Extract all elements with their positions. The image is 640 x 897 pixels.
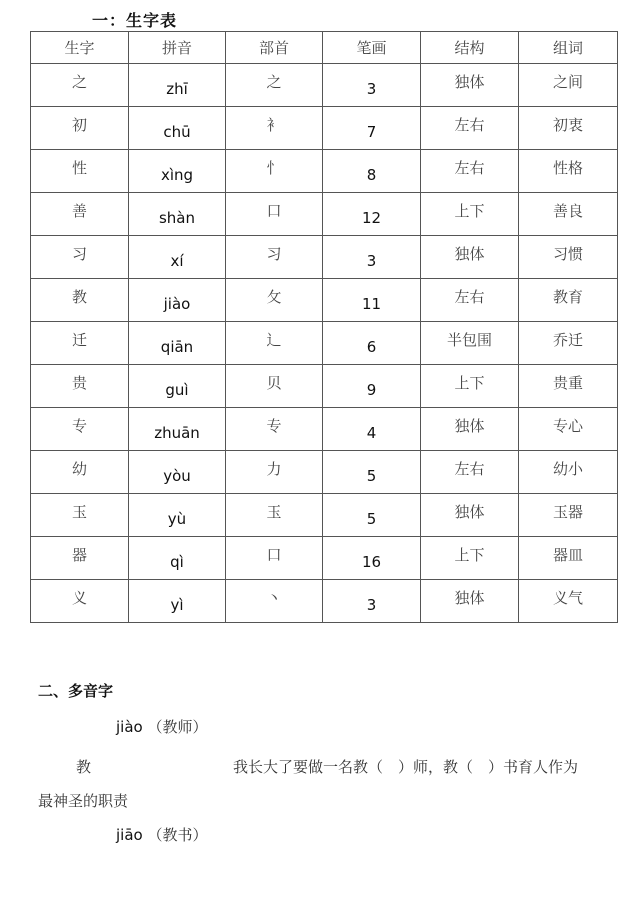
cell-char: 器 (31, 537, 129, 580)
header-radical: 部首 (226, 32, 323, 64)
cell-pinyin: yù (129, 494, 226, 537)
cell-word: 性格 (519, 150, 618, 193)
table-row (31, 64, 618, 107)
cell-strokes: 3 (323, 236, 421, 279)
header-char: 生字 (31, 32, 129, 64)
cell-char: 专 (31, 408, 129, 451)
cell-pinyin: zhī (129, 64, 226, 107)
cell-radical: 口 (226, 193, 323, 236)
cell-pinyin: yòu (129, 451, 226, 494)
cell-word: 玉器 (519, 494, 618, 537)
cell-word: 初衷 (519, 107, 618, 150)
cell-radical: 玉 (226, 494, 323, 537)
table-row (31, 150, 618, 193)
cell-pinyin: xìng (129, 150, 226, 193)
section-title-polyphonic: 二、多音字 (38, 682, 114, 700)
header-pinyin: 拼音 (129, 32, 226, 64)
cell-strokes: 3 (323, 64, 421, 107)
cell-structure: 左右 (421, 279, 519, 322)
cell-radical: 辶 (226, 322, 323, 365)
cell-strokes: 11 (323, 279, 421, 322)
cell-structure: 独体 (421, 408, 519, 451)
cell-word: 教育 (519, 279, 618, 322)
cell-char: 习 (31, 236, 129, 279)
cell-word: 义气 (519, 580, 618, 623)
cell-strokes: 9 (323, 365, 421, 408)
cell-word: 器皿 (519, 537, 618, 580)
cell-strokes: 7 (323, 107, 421, 150)
sentence-line-2: 最神圣的职责 (38, 792, 129, 810)
cell-structure: 独体 (421, 64, 519, 107)
cell-structure: 独体 (421, 494, 519, 537)
cell-strokes: 3 (323, 580, 421, 623)
header-word: 组词 (519, 32, 618, 64)
cell-char: 教 (31, 279, 129, 322)
cell-radical: 力 (226, 451, 323, 494)
cell-radical: 忄 (226, 150, 323, 193)
table-row (31, 279, 618, 322)
reading-1-word: （教师） (147, 718, 208, 736)
cell-strokes: 8 (323, 150, 421, 193)
cell-pinyin: qì (129, 537, 226, 580)
cell-strokes: 16 (323, 537, 421, 580)
cell-radical: 丶 (226, 580, 323, 623)
cell-char: 义 (31, 580, 129, 623)
cell-pinyin: xí (129, 236, 226, 279)
cell-pinyin: chū (129, 107, 226, 150)
table-header-row (31, 32, 618, 64)
cell-char: 善 (31, 193, 129, 236)
table-row (31, 451, 618, 494)
cell-pinyin: guì (129, 365, 226, 408)
cell-radical: 习 (226, 236, 323, 279)
cell-radical: 攵 (226, 279, 323, 322)
cell-structure: 独体 (421, 236, 519, 279)
cell-structure: 左右 (421, 150, 519, 193)
sentence-line-1: 我长大了要做一名教（ ）师，教（ ）书育人作为 (233, 758, 579, 776)
reading-2-pinyin: jiāo (116, 826, 143, 844)
cell-structure: 半包围 (421, 322, 519, 365)
cell-strokes: 4 (323, 408, 421, 451)
cell-strokes: 5 (323, 494, 421, 537)
cell-radical: 之 (226, 64, 323, 107)
cell-radical: 口 (226, 537, 323, 580)
reading-1 (116, 716, 208, 737)
cell-structure: 独体 (421, 580, 519, 623)
cell-radical: 衤 (226, 107, 323, 150)
table-row (31, 107, 618, 150)
reading-2 (116, 824, 208, 845)
cell-structure: 左右 (421, 107, 519, 150)
cell-char: 迁 (31, 322, 129, 365)
cell-word: 习惯 (519, 236, 618, 279)
cell-structure: 左右 (421, 451, 519, 494)
cell-pinyin: shàn (129, 193, 226, 236)
cell-strokes: 6 (323, 322, 421, 365)
cell-char: 贵 (31, 365, 129, 408)
table-row (31, 408, 618, 451)
cell-word: 专心 (519, 408, 618, 451)
cell-word: 乔迁 (519, 322, 618, 365)
table-row (31, 580, 618, 623)
cell-strokes: 12 (323, 193, 421, 236)
cell-pinyin: yì (129, 580, 226, 623)
cell-pinyin: jiào (129, 279, 226, 322)
cell-char: 幼 (31, 451, 129, 494)
cell-radical: 贝 (226, 365, 323, 408)
cell-radical: 专 (226, 408, 323, 451)
cell-word: 贵重 (519, 365, 618, 408)
cell-structure: 上下 (421, 193, 519, 236)
cell-structure: 上下 (421, 365, 519, 408)
table-row (31, 537, 618, 580)
cell-structure: 上下 (421, 537, 519, 580)
table-row (31, 236, 618, 279)
table-row (31, 322, 618, 365)
header-strokes: 笔画 (323, 32, 421, 64)
header-structure: 结构 (421, 32, 519, 64)
reading-2-word: （教书） (147, 826, 208, 844)
cell-pinyin: zhuān (129, 408, 226, 451)
cell-strokes: 5 (323, 451, 421, 494)
cell-word: 善良 (519, 193, 618, 236)
cell-char: 之 (31, 64, 129, 107)
character-table (30, 31, 618, 623)
table-row (31, 365, 618, 408)
cell-char: 性 (31, 150, 129, 193)
polyphonic-char: 教 (76, 758, 92, 776)
cell-word: 幼小 (519, 451, 618, 494)
section-title-character-table: 一：生字表 (92, 11, 178, 30)
table-row (31, 494, 618, 537)
cell-pinyin: qiān (129, 322, 226, 365)
cell-char: 初 (31, 107, 129, 150)
table-row (31, 193, 618, 236)
reading-1-pinyin: jiào (116, 718, 143, 736)
cell-word: 之间 (519, 64, 618, 107)
cell-char: 玉 (31, 494, 129, 537)
